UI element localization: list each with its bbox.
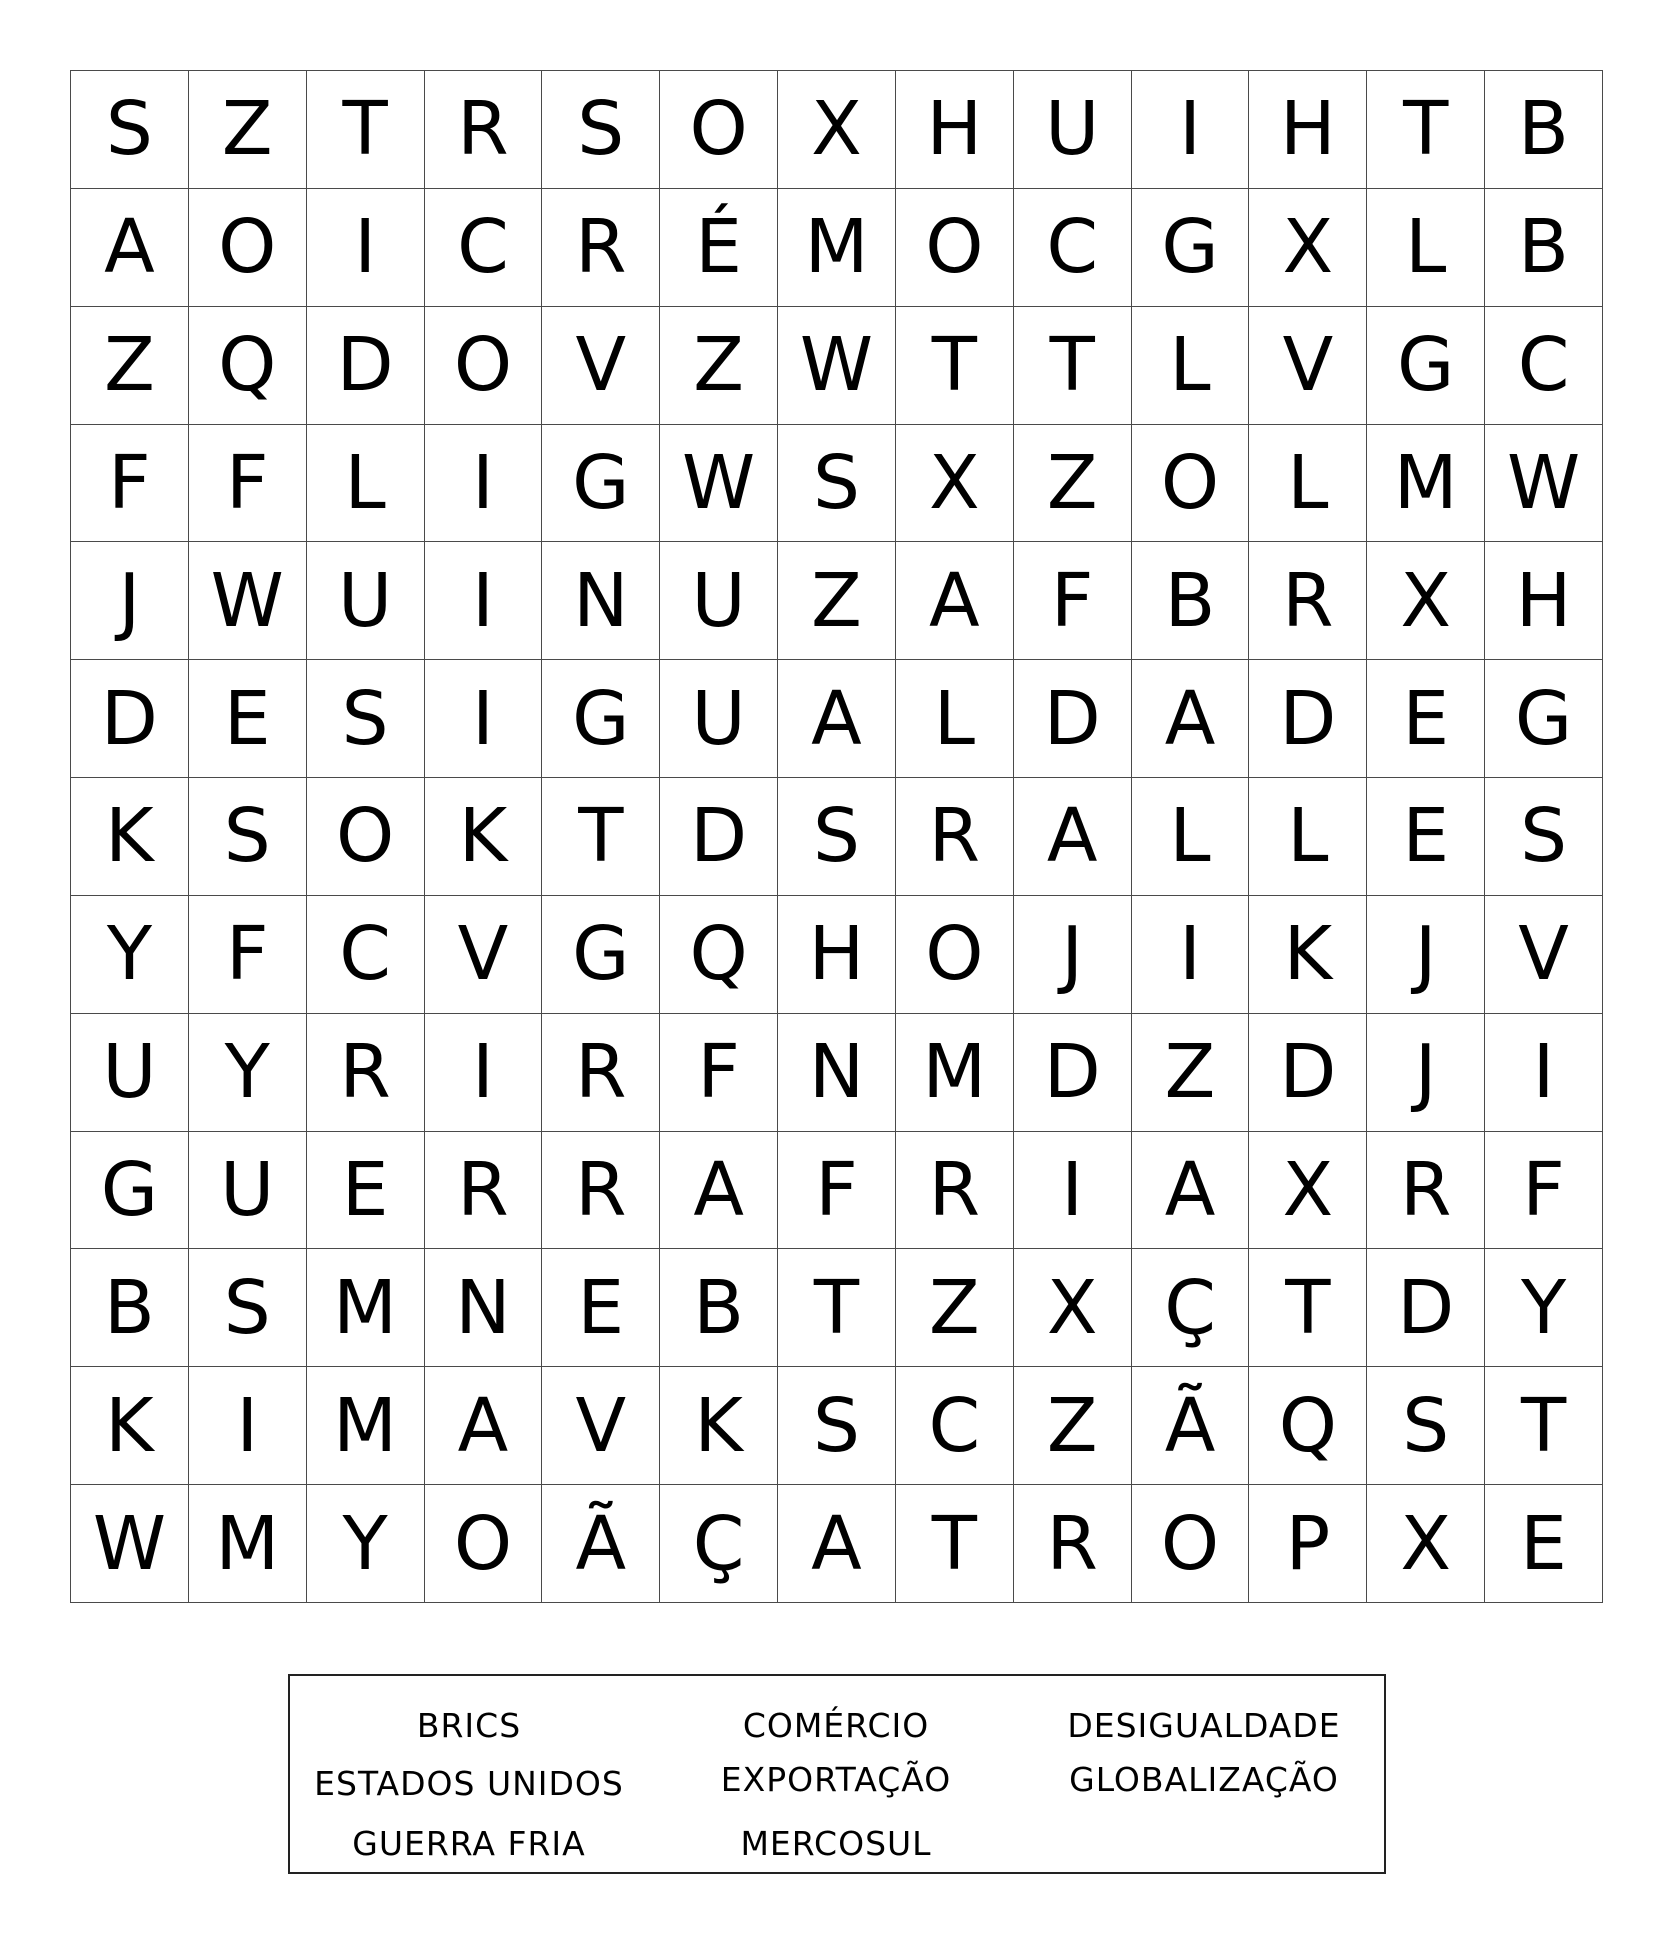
- grid-cell[interactable]: O: [307, 778, 425, 896]
- grid-cell[interactable]: A: [896, 542, 1014, 660]
- grid-cell[interactable]: S: [71, 71, 189, 189]
- grid-cell[interactable]: G: [542, 425, 660, 543]
- grid-cell[interactable]: X: [1367, 1485, 1485, 1603]
- grid-cell[interactable]: D: [71, 660, 189, 778]
- grid-cell[interactable]: E: [1367, 660, 1485, 778]
- word-bank: [288, 1674, 1386, 1874]
- grid-cell[interactable]: Ç: [1132, 1249, 1250, 1367]
- grid-cell[interactable]: N: [778, 1014, 896, 1132]
- grid-cell[interactable]: S: [778, 778, 896, 896]
- grid-cell[interactable]: R: [896, 1132, 1014, 1250]
- grid-cell[interactable]: Z: [778, 542, 896, 660]
- grid-cell[interactable]: L: [1132, 307, 1250, 425]
- grid-cell[interactable]: F: [778, 1132, 896, 1250]
- grid-cell[interactable]: L: [307, 425, 425, 543]
- grid-cell[interactable]: I: [1485, 1014, 1603, 1132]
- grid-cell[interactable]: X: [778, 71, 896, 189]
- grid-cell[interactable]: L: [1249, 778, 1367, 896]
- grid-cell[interactable]: K: [71, 778, 189, 896]
- grid-cell[interactable]: L: [1132, 778, 1250, 896]
- grid-cell[interactable]: G: [542, 660, 660, 778]
- grid-cell[interactable]: A: [778, 1485, 896, 1603]
- grid-cell[interactable]: R: [425, 1132, 543, 1250]
- grid-cell[interactable]: Q: [660, 896, 778, 1014]
- grid-cell[interactable]: K: [71, 1367, 189, 1485]
- grid-cell[interactable]: B: [660, 1249, 778, 1367]
- grid-cell[interactable]: O: [660, 71, 778, 189]
- grid-cell[interactable]: F: [71, 425, 189, 543]
- grid-cell[interactable]: O: [1132, 1485, 1250, 1603]
- grid-cell[interactable]: T: [896, 1485, 1014, 1603]
- grid-cell[interactable]: T: [1367, 71, 1485, 189]
- grid-cell[interactable]: I: [425, 660, 543, 778]
- grid-cell[interactable]: S: [1367, 1367, 1485, 1485]
- grid-cell[interactable]: R: [542, 1132, 660, 1250]
- grid-cell[interactable]: B: [1132, 542, 1250, 660]
- grid-cell[interactable]: H: [1485, 542, 1603, 660]
- grid-cell[interactable]: V: [425, 896, 543, 1014]
- grid-cell[interactable]: T: [1485, 1367, 1603, 1485]
- grid-cell[interactable]: S: [1485, 778, 1603, 896]
- grid-cell[interactable]: Q: [189, 307, 307, 425]
- grid-cell[interactable]: F: [1485, 1132, 1603, 1250]
- grid-cell[interactable]: U: [1014, 71, 1132, 189]
- grid-cell[interactable]: I: [189, 1367, 307, 1485]
- grid-cell[interactable]: W: [189, 542, 307, 660]
- grid-cell[interactable]: F: [1014, 542, 1132, 660]
- grid-cell[interactable]: G: [542, 896, 660, 1014]
- grid-cell[interactable]: Ã: [542, 1485, 660, 1603]
- grid-cell[interactable]: K: [1249, 896, 1367, 1014]
- grid-cell[interactable]: U: [189, 1132, 307, 1250]
- grid-cell[interactable]: I: [425, 1014, 543, 1132]
- grid-cell[interactable]: L: [1249, 425, 1367, 543]
- grid-cell[interactable]: A: [1132, 1132, 1250, 1250]
- grid-cell[interactable]: M: [1367, 425, 1485, 543]
- grid-cell[interactable]: Z: [189, 71, 307, 189]
- grid-cell[interactable]: R: [542, 189, 660, 307]
- grid-cell[interactable]: M: [307, 1367, 425, 1485]
- grid-cell[interactable]: H: [778, 896, 896, 1014]
- grid-cell[interactable]: J: [1367, 896, 1485, 1014]
- grid-cell[interactable]: E: [1367, 778, 1485, 896]
- grid-cell[interactable]: Z: [896, 1249, 1014, 1367]
- grid-cell[interactable]: R: [1367, 1132, 1485, 1250]
- grid-cell[interactable]: C: [1014, 189, 1132, 307]
- grid-cell[interactable]: U: [660, 542, 778, 660]
- grid-cell[interactable]: Y: [1485, 1249, 1603, 1367]
- grid-cell[interactable]: W: [660, 425, 778, 543]
- word-bank-item: GLOBALIZAÇÃO: [1069, 1760, 1339, 1799]
- grid-cell[interactable]: R: [542, 1014, 660, 1132]
- grid-cell[interactable]: A: [660, 1132, 778, 1250]
- grid-cell[interactable]: C: [425, 189, 543, 307]
- grid-cell[interactable]: D: [1367, 1249, 1485, 1367]
- grid-cell[interactable]: Z: [1132, 1014, 1250, 1132]
- grid-cell[interactable]: C: [896, 1367, 1014, 1485]
- grid-cell[interactable]: G: [1132, 189, 1250, 307]
- grid-cell[interactable]: S: [189, 778, 307, 896]
- grid-cell[interactable]: B: [71, 1249, 189, 1367]
- grid-cell[interactable]: O: [425, 1485, 543, 1603]
- grid-cell[interactable]: Z: [71, 307, 189, 425]
- grid-cell[interactable]: A: [778, 660, 896, 778]
- grid-cell[interactable]: Ã: [1132, 1367, 1250, 1485]
- grid-cell[interactable]: K: [660, 1367, 778, 1485]
- grid-cell[interactable]: E: [189, 660, 307, 778]
- grid-cell[interactable]: M: [896, 1014, 1014, 1132]
- grid-cell[interactable]: J: [1014, 896, 1132, 1014]
- grid-cell[interactable]: Z: [1014, 1367, 1132, 1485]
- grid-cell[interactable]: I: [425, 425, 543, 543]
- grid-cell[interactable]: O: [1132, 425, 1250, 543]
- grid-cell[interactable]: G: [71, 1132, 189, 1250]
- grid-cell[interactable]: R: [1014, 1485, 1132, 1603]
- grid-cell[interactable]: A: [1014, 778, 1132, 896]
- grid-cell[interactable]: T: [1014, 307, 1132, 425]
- grid-cell[interactable]: O: [896, 896, 1014, 1014]
- grid-cell[interactable]: I: [425, 542, 543, 660]
- grid-cell[interactable]: J: [1367, 1014, 1485, 1132]
- grid-cell[interactable]: X: [1367, 542, 1485, 660]
- grid-cell[interactable]: D: [1249, 1014, 1367, 1132]
- grid-cell[interactable]: Z: [660, 307, 778, 425]
- grid-cell[interactable]: X: [1249, 1132, 1367, 1250]
- grid-cell[interactable]: I: [1132, 896, 1250, 1014]
- grid-cell[interactable]: F: [189, 896, 307, 1014]
- grid-cell[interactable]: V: [542, 307, 660, 425]
- word-bank-item: MERCOSUL: [740, 1824, 932, 1863]
- grid-cell[interactable]: O: [425, 307, 543, 425]
- grid-cell[interactable]: R: [425, 71, 543, 189]
- grid-cell[interactable]: X: [896, 425, 1014, 543]
- grid-cell[interactable]: A: [1132, 660, 1250, 778]
- grid-cell[interactable]: F: [660, 1014, 778, 1132]
- grid-cell[interactable]: S: [307, 660, 425, 778]
- grid-cell[interactable]: I: [1132, 71, 1250, 189]
- grid-cell[interactable]: R: [896, 778, 1014, 896]
- grid-cell[interactable]: L: [896, 660, 1014, 778]
- word-bank-item: EXPORTAÇÃO: [720, 1760, 952, 1799]
- grid-cell[interactable]: I: [307, 189, 425, 307]
- grid-cell[interactable]: Q: [1249, 1367, 1367, 1485]
- grid-cell[interactable]: Z: [1014, 425, 1132, 543]
- grid-cell[interactable]: S: [778, 425, 896, 543]
- grid-cell[interactable]: A: [425, 1367, 543, 1485]
- grid-cell[interactable]: V: [1249, 307, 1367, 425]
- grid-cell[interactable]: T: [542, 778, 660, 896]
- grid-cell[interactable]: G: [1367, 307, 1485, 425]
- grid-cell[interactable]: C: [1485, 307, 1603, 425]
- grid-cell[interactable]: W: [1485, 425, 1603, 543]
- grid-cell[interactable]: Y: [307, 1485, 425, 1603]
- grid-cell[interactable]: É: [660, 189, 778, 307]
- grid-cell[interactable]: L: [1367, 189, 1485, 307]
- grid-cell[interactable]: U: [660, 660, 778, 778]
- grid-cell[interactable]: F: [189, 425, 307, 543]
- grid-cell[interactable]: C: [307, 896, 425, 1014]
- grid-cell[interactable]: M: [778, 189, 896, 307]
- grid-cell[interactable]: M: [189, 1485, 307, 1603]
- word-bank-item: BRICS: [416, 1706, 522, 1745]
- grid-cell[interactable]: Y: [189, 1014, 307, 1132]
- word-bank-item: ESTADOS UNIDOS: [314, 1764, 624, 1803]
- grid-cell[interactable]: U: [307, 542, 425, 660]
- word-bank-item: GUERRA FRIA: [352, 1824, 586, 1863]
- grid-cell[interactable]: T: [896, 307, 1014, 425]
- grid-cell[interactable]: D: [1014, 1014, 1132, 1132]
- grid-cell[interactable]: N: [425, 1249, 543, 1367]
- grid-cell[interactable]: Ç: [660, 1485, 778, 1603]
- grid-cell[interactable]: B: [1485, 189, 1603, 307]
- grid-cell[interactable]: V: [1485, 896, 1603, 1014]
- grid-cell[interactable]: W: [778, 307, 896, 425]
- grid-cell[interactable]: S: [189, 1249, 307, 1367]
- grid-cell[interactable]: V: [542, 1367, 660, 1485]
- grid-cell[interactable]: D: [660, 778, 778, 896]
- grid-cell[interactable]: O: [896, 189, 1014, 307]
- grid-cell[interactable]: D: [1014, 660, 1132, 778]
- word-bank-item: DESIGUALDADE: [1067, 1706, 1341, 1745]
- grid-cell[interactable]: T: [778, 1249, 896, 1367]
- grid-cell[interactable]: R: [1249, 542, 1367, 660]
- grid-cell[interactable]: E: [1485, 1485, 1603, 1603]
- grid-cell[interactable]: G: [1485, 660, 1603, 778]
- grid-cell[interactable]: T: [1249, 1249, 1367, 1367]
- grid-cell[interactable]: E: [307, 1132, 425, 1250]
- word-bank-item: COMÉRCIO: [742, 1706, 930, 1745]
- grid-cell[interactable]: X: [1249, 189, 1367, 307]
- grid-cell[interactable]: N: [542, 542, 660, 660]
- grid-cell[interactable]: T: [307, 71, 425, 189]
- grid-cell[interactable]: R: [307, 1014, 425, 1132]
- grid-cell[interactable]: O: [189, 189, 307, 307]
- grid-cell[interactable]: D: [307, 307, 425, 425]
- word-search-grid: [70, 70, 1603, 1603]
- grid-cell[interactable]: X: [1014, 1249, 1132, 1367]
- grid-cell[interactable]: I: [1014, 1132, 1132, 1250]
- grid-cell[interactable]: S: [542, 71, 660, 189]
- grid-cell[interactable]: A: [71, 189, 189, 307]
- grid-cell[interactable]: B: [1485, 71, 1603, 189]
- grid-cell[interactable]: P: [1249, 1485, 1367, 1603]
- grid-cell[interactable]: K: [425, 778, 543, 896]
- grid-cell[interactable]: W: [71, 1485, 189, 1603]
- grid-cell[interactable]: U: [71, 1014, 189, 1132]
- grid-cell[interactable]: M: [307, 1249, 425, 1367]
- grid-cell[interactable]: H: [896, 71, 1014, 189]
- grid-cell[interactable]: J: [71, 542, 189, 660]
- grid-cell[interactable]: H: [1249, 71, 1367, 189]
- grid-cell[interactable]: E: [542, 1249, 660, 1367]
- grid-cell[interactable]: D: [1249, 660, 1367, 778]
- grid-cell[interactable]: S: [778, 1367, 896, 1485]
- grid-cell[interactable]: Y: [71, 896, 189, 1014]
